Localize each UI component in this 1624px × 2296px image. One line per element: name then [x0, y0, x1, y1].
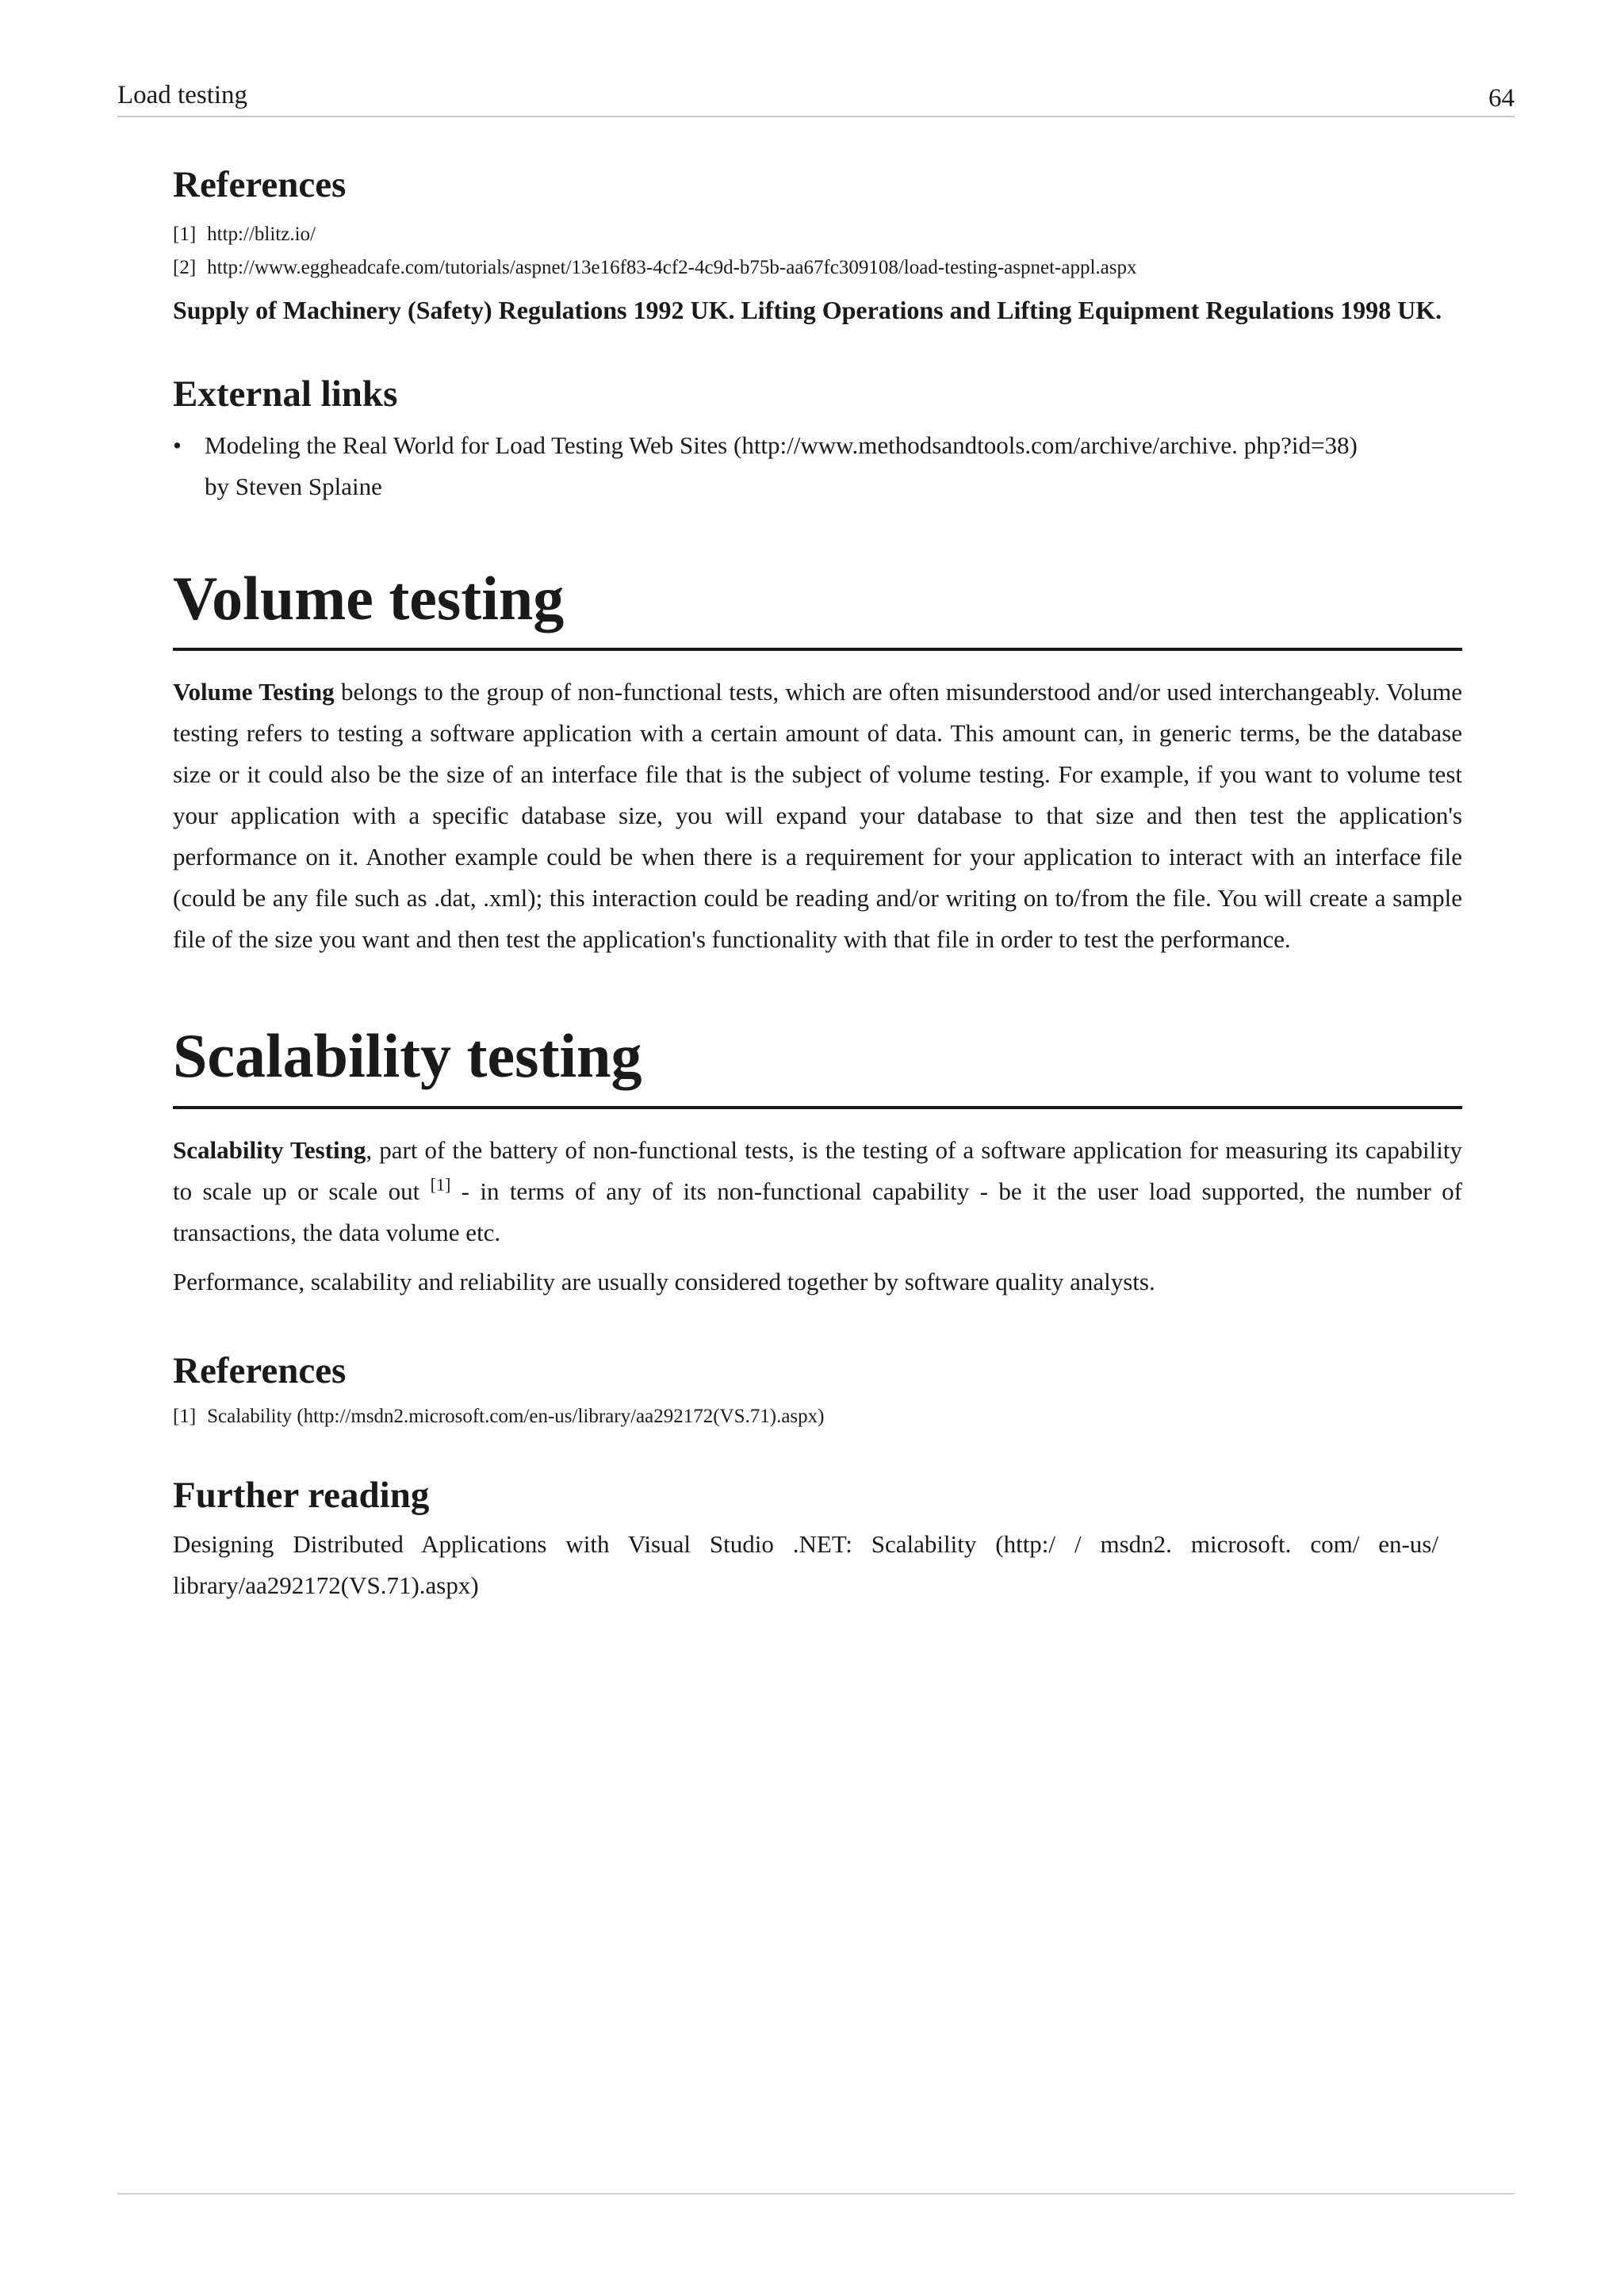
load-testing-references-section [173, 163, 1462, 331]
scalability-testing-paragraph [173, 1130, 1462, 1253]
page-content [173, 163, 1462, 1606]
volume-testing-term: Volume Testing [173, 678, 335, 706]
page-number: 64 [1488, 84, 1515, 113]
further-reading-section [173, 1473, 1462, 1606]
scalability-body-part1: , part of the battery of non-functional tests, is the testing of a software application for measuring its capability to scale up or scale out [173, 1136, 1462, 1206]
footnote-link[interactable]: [1] [430, 1174, 451, 1195]
volume-testing-section [173, 563, 1462, 961]
external-link-item [173, 425, 1375, 507]
reference-number: [1] [173, 224, 197, 246]
performance-paragraph: Performance, scalability and reliability are usually considered together by software quality analysts. [173, 1268, 1155, 1296]
header-title: Load testing [117, 81, 248, 109]
regulations-note: Supply of Machinery (Safety) Regulations 1992 UK. Lifting Operations and Lifting Equipment Regulations 1998 UK. [173, 296, 1442, 325]
reference-link[interactable]: http://blitz.io/ [207, 224, 316, 246]
further-reading-heading: Further reading [173, 1474, 430, 1516]
bullet-icon: • [173, 430, 182, 459]
scalability-testing-heading: Scalability testing [173, 1020, 1462, 1109]
volume-testing-body: belongs to the group of non-functional tests, which are often misunderstood and/or used interchangeably. Volume testing refers to testing a software application with a certain amount of data. This amount can, in generic terms, be the database size or it could also be the size of an interface file that is the subject of volume testing. For example, if you want to volume test your application with a specific database size, you will expand your database to that size and then test the application's performance on it. Another example could be when there is a requirement for your application to interact with an interface file (could be any file such as .dat, .xml); this interaction could be reading and/or writing on to/from the file. You will create a sample file of the size you want and then test the application's functionality with that file in order to test the performance. [173, 678, 1462, 954]
reference-number: [2] [173, 257, 197, 279]
reference-link[interactable]: Scalability (http://msdn2.microsoft.com/en-us/library/aa292172(VS.71).aspx) [207, 1405, 825, 1427]
reference-item [173, 1400, 1462, 1433]
reference-number: [1] [173, 1405, 197, 1427]
scalability-testing-section [173, 1020, 1462, 1303]
volume-testing-heading: Volume testing [173, 563, 1462, 652]
external-link[interactable]: Modeling the Real World for Load Testing Web Sites (http://www.methodsandtools.com/archive/archive. php?id=38) by Steven Splaine [205, 430, 1358, 500]
reference-list [173, 218, 1462, 285]
reference-item [173, 218, 1462, 251]
running-header [117, 76, 1515, 117]
scalability-testing-term: Scalability Testing [173, 1136, 366, 1165]
further-reading-link[interactable]: Designing Distributed Applications with Visual Studio .NET: Scalability (http:/ / msdn2. microsoft. com/ en-us/ library/aa292172(VS.71).aspx) [173, 1529, 1438, 1599]
scalability-body-part2: - in terms of any of its non-functional capability - be it the user load supported, the number of transactions, the data volume etc. [173, 1177, 1462, 1247]
references-heading: References [173, 1350, 347, 1392]
footer-divider [117, 2193, 1515, 2195]
reference-link[interactable]: http://www.eggheadcafe.com/tutorials/aspnet/13e16f83-4cf2-4c9d-b75b-aa67fc309108/load-testing-aspnet-appl.aspx [207, 257, 1137, 279]
references-heading: References [173, 164, 347, 205]
external-links-heading: External links [173, 373, 398, 415]
scalability-references-section [173, 1349, 1462, 1433]
volume-testing-paragraph [173, 672, 1462, 960]
external-links-section [173, 372, 1462, 507]
reference-item [173, 251, 1462, 285]
external-links-list [173, 425, 1462, 507]
reference-list [173, 1400, 1462, 1433]
